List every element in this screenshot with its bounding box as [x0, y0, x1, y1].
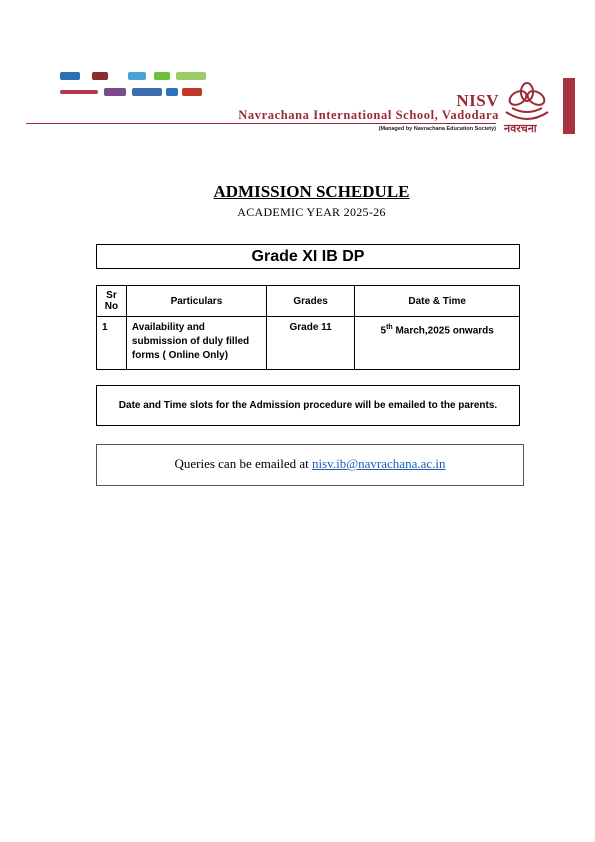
column-header-particulars: Particulars	[126, 286, 266, 317]
cell-date-time	[355, 317, 520, 370]
green-school-logo	[154, 72, 170, 80]
aff-logo	[182, 88, 202, 96]
academic-year: ACADEMIC YEAR 2025-26	[237, 205, 386, 219]
column-header-date-time: Date & Time	[355, 286, 520, 317]
cell-grade: Grade 11	[266, 317, 354, 370]
column-header-grades: Grades	[266, 286, 354, 317]
grade-heading: Grade XI IB DP	[96, 244, 520, 269]
cell-particulars: Availability and submission of duly filled forms ( Online Only)	[126, 317, 266, 370]
college-board-logo	[104, 88, 126, 96]
table-row	[97, 317, 520, 370]
unesco-logo	[166, 88, 178, 96]
email-link[interactable]: nisv.ib@navrachana.ac.in	[312, 456, 446, 471]
partner-logo-2	[132, 88, 162, 96]
column-header-sr-no: Sr No	[97, 286, 127, 317]
cambridge-logo	[92, 72, 108, 80]
page-header	[0, 0, 595, 140]
accreditation-logos	[58, 70, 218, 104]
partner-logo	[176, 72, 206, 80]
table-header-row	[97, 286, 520, 317]
query-text: Queries can be emailed at	[174, 456, 312, 471]
header-rule	[26, 123, 496, 124]
british-council-logo	[128, 72, 146, 80]
ib-world-school-logo	[60, 72, 80, 80]
school-short-name: NISV	[456, 91, 499, 110]
school-name: Navrachana International School, Vadodara	[238, 108, 499, 122]
admission-note: Date and Time slots for the Admission procedure will be emailed to the parents.	[96, 385, 520, 426]
emblem-text: नवरचना	[504, 123, 537, 135]
admission-schedule-table	[96, 285, 520, 370]
cell-sr-no: 1	[97, 317, 127, 370]
trinity-logo	[60, 90, 98, 94]
brand-side-bar	[563, 78, 575, 134]
document-title: ADMISSION SCHEDULE	[213, 182, 410, 201]
query-box	[96, 444, 524, 486]
date-suffix: th	[386, 324, 393, 331]
date-day: 5	[380, 325, 387, 337]
date-rest: March,2025 onwards	[392, 325, 494, 337]
managed-by-text: (Managed by Navrachana Education Society)	[378, 126, 496, 132]
